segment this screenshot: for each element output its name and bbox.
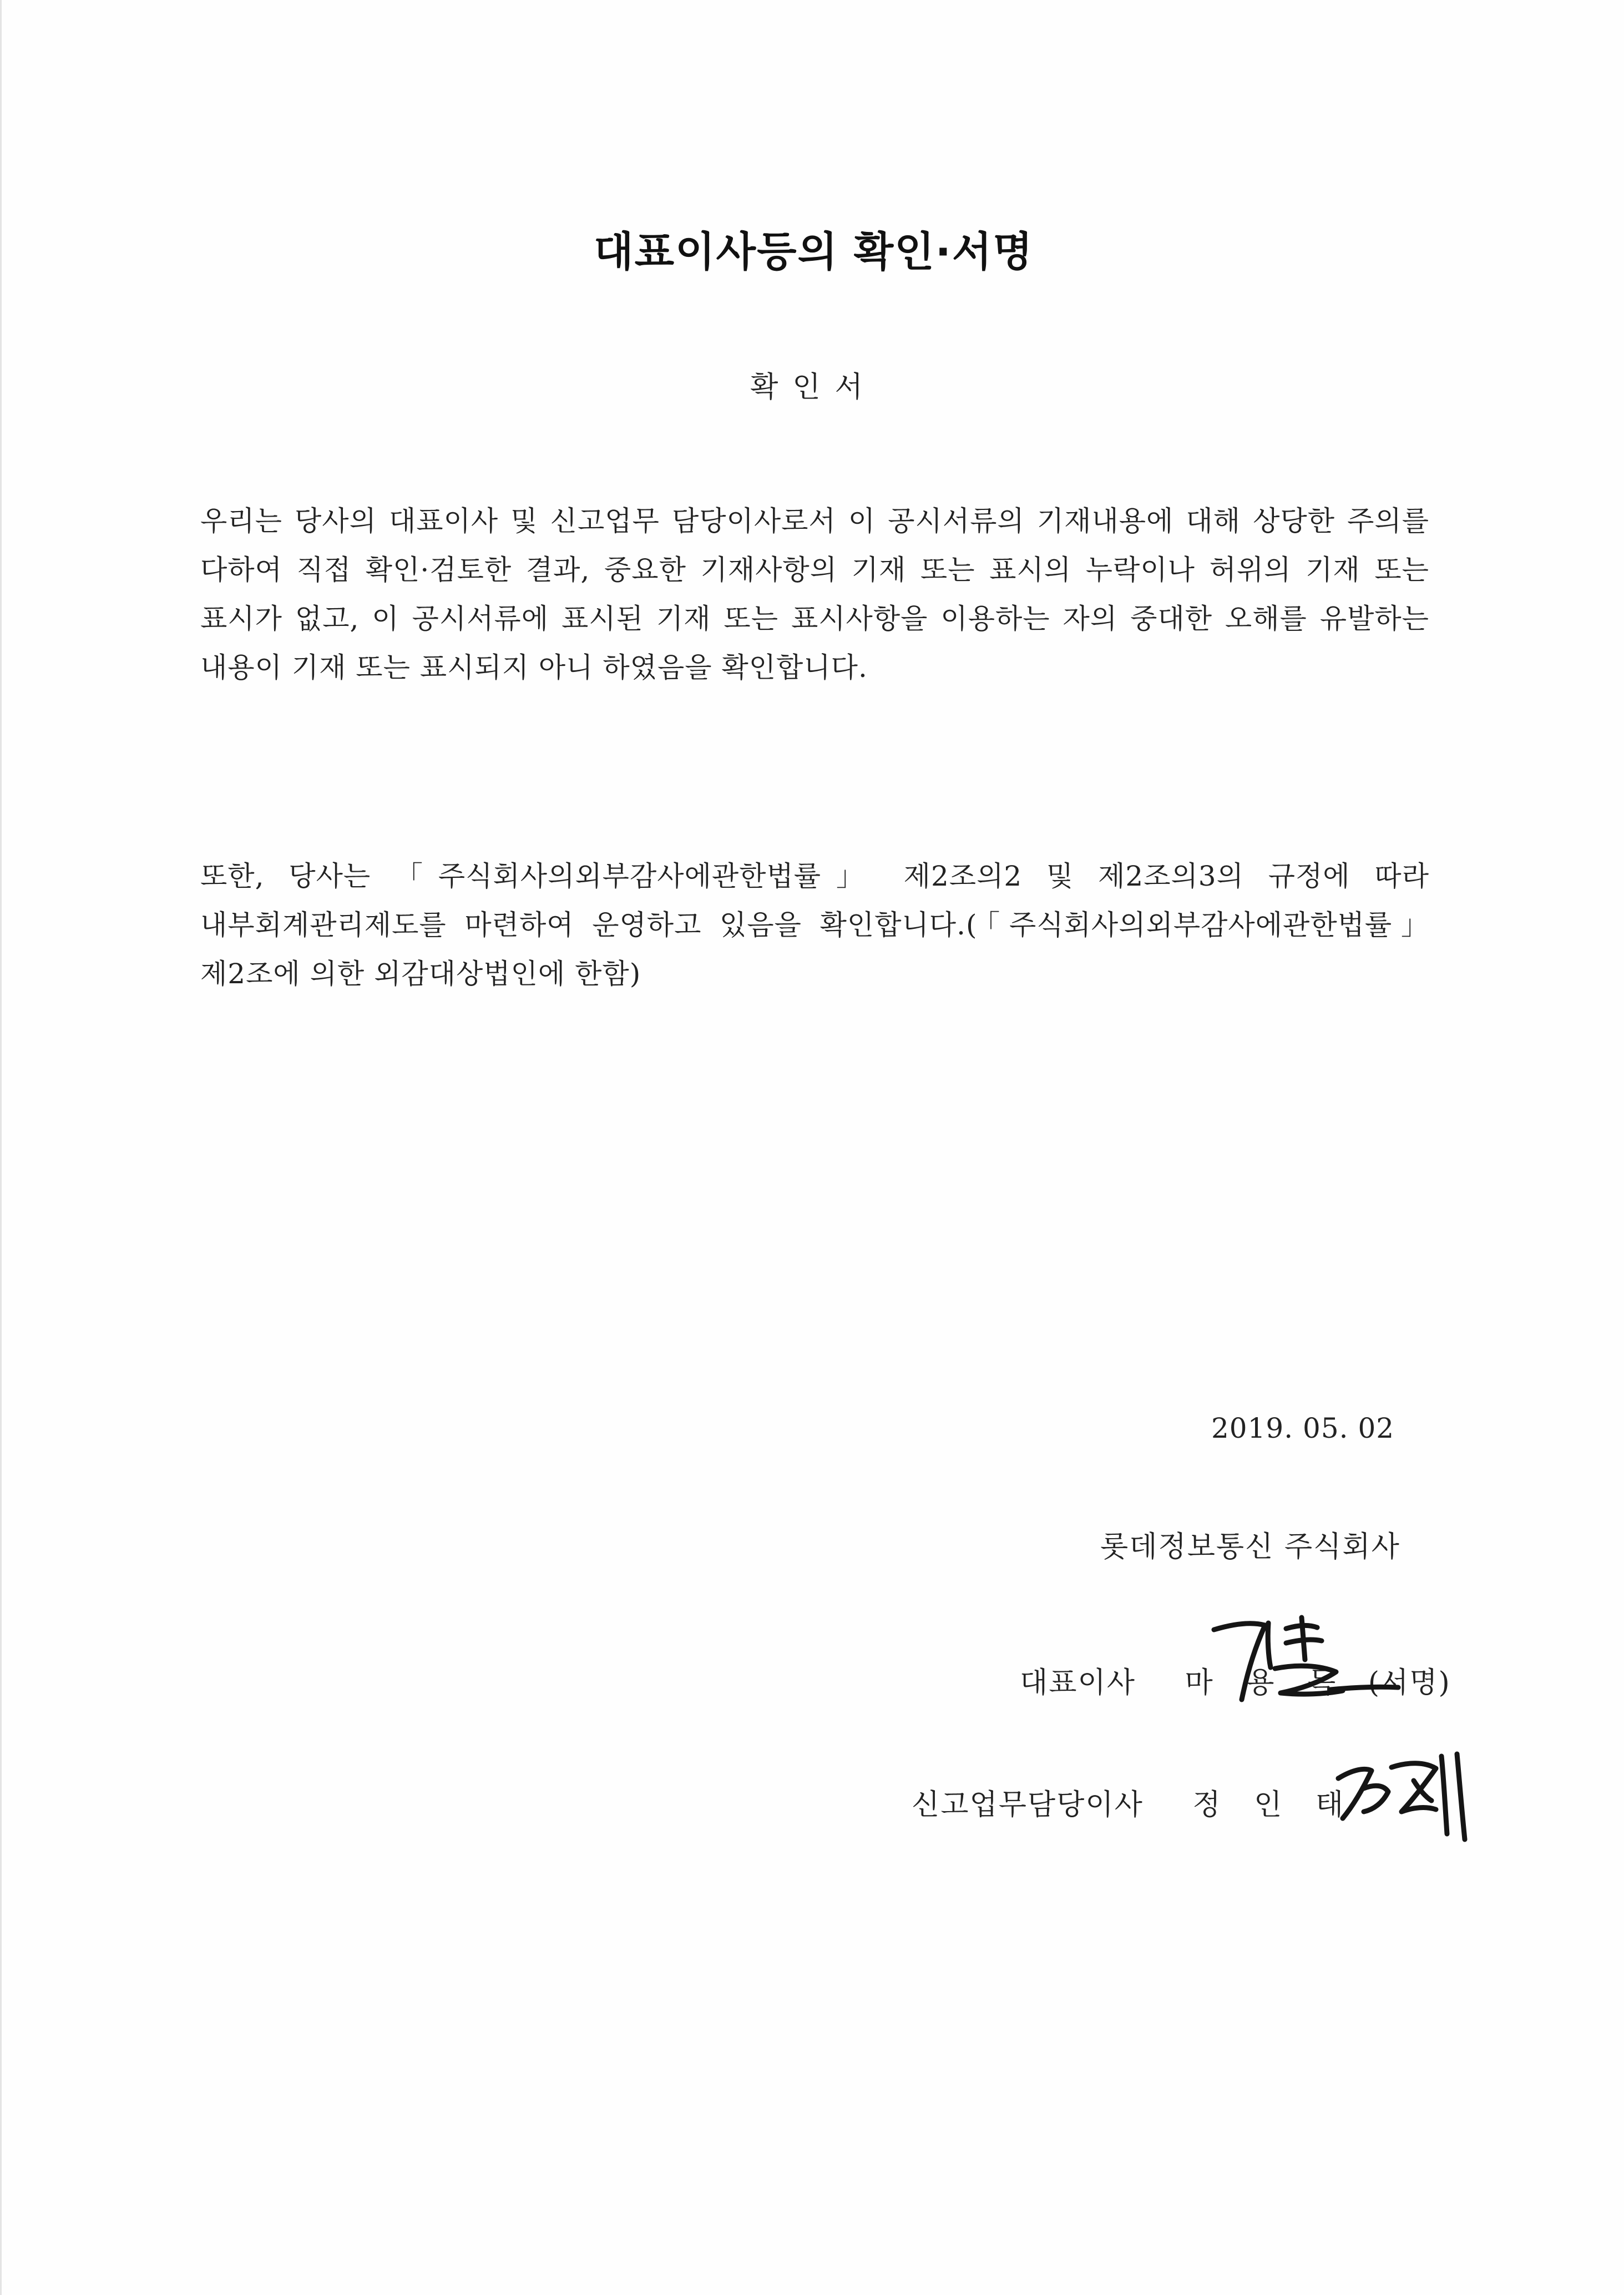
document-title: 대표이사등의 확인·서명	[594, 228, 1034, 276]
document-subtitle: 확인서	[750, 371, 877, 404]
officer-role: 신고업무담당이사	[912, 1788, 1144, 1822]
ceo-sign-label: (서명)	[1368, 1666, 1451, 1700]
company-name: 롯데정보통신 주식회사	[1100, 1530, 1400, 1564]
officer-signature-line	[912, 1781, 1355, 1823]
internal-control-paragraph: 또한, 당사는 「주식회사의외부감사에관한법률」 제2조의2 및 제2조의3의 규정에 따라 내부회계관리제도를 마련하여 운영하고 있음을 확인합니다.(「주식회사의외부감사에관한법률」 제2조에 의한 외감대상법인에 한함)	[200, 860, 1429, 990]
confirmation-paragraph: 우리는 당사의 대표이사 및 신고업무 담당이사로서 이 공시서류의 기재내용에 대해 상당한 주의를 다하여 직접 확인·검토한 결과, 중요한 기재사항의 기재 또는 표시의 누락이나 허위의 기재 또는 표시가 없고, 이 공시서류에 표시된 기재 또는 표시사항을 이용하는 자의 중대한 오해를 유발하는 내용이 기재 또는 표시되지 아니 하였음을 확인합니다.	[200, 505, 1429, 684]
officer-name: 정 인 태	[1192, 1788, 1356, 1822]
ceo-name: 마 용 득	[1185, 1666, 1348, 1700]
ceo-handwritten-signature	[1203, 1606, 1403, 1717]
document-date: 2019. 05. 02	[1211, 1412, 1395, 1444]
ceo-role: 대표이사	[1020, 1666, 1136, 1700]
officer-handwritten-signature	[1330, 1745, 1475, 1845]
